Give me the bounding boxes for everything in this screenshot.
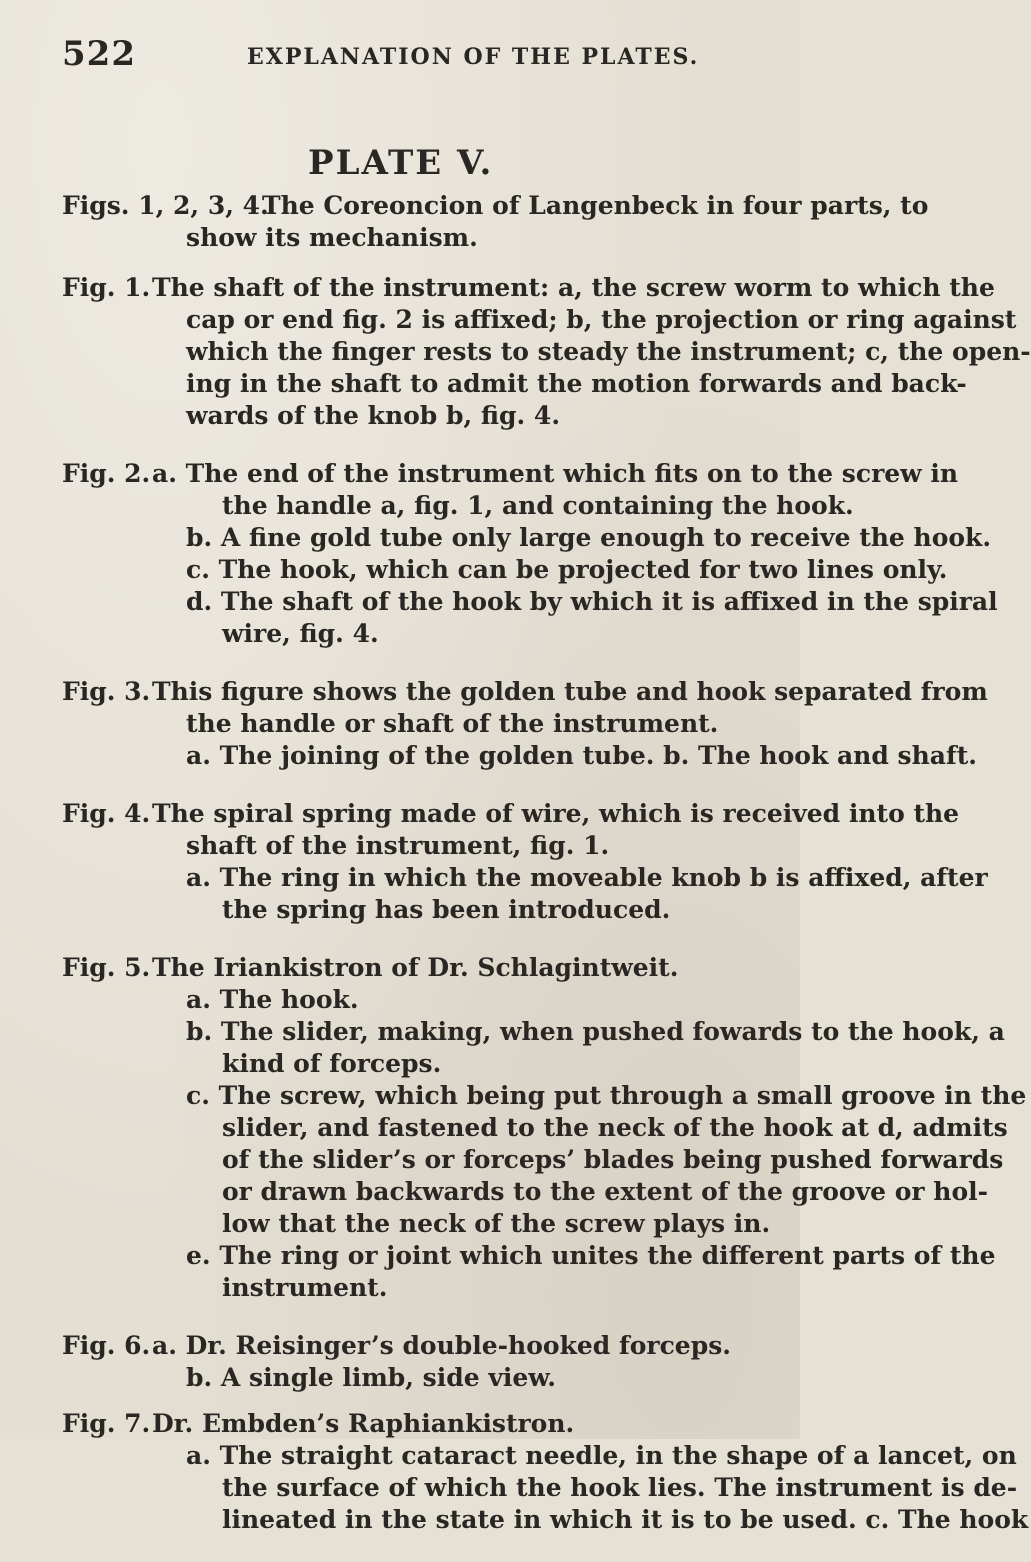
text-line: This figure shows the golden tube and hook separated from xyxy=(152,677,988,706)
text-line: the handle a, fig. 1, and containing the hook. xyxy=(222,491,854,520)
entry-fig-5 xyxy=(0,952,1027,1304)
text-line: a. Dr. Reisinger’s double-hooked forceps. xyxy=(152,1331,731,1360)
text-line: d. The shaft of the hook by which it is affixed in the spiral xyxy=(186,587,998,616)
text-line: a. The hook. xyxy=(186,985,359,1014)
plate-title: PLATE V. xyxy=(308,143,494,183)
text-line: b. A fine gold tube only large enough to receive the hook. xyxy=(186,523,992,552)
text-line: instrument. xyxy=(222,1273,388,1302)
text-line: The shaft of the instrument: a, the screw worm to which the xyxy=(152,273,995,302)
entry-fig-1 xyxy=(0,272,1031,432)
page-header xyxy=(62,34,762,74)
text-line: low that the neck of the screw plays in. xyxy=(222,1209,771,1238)
text-line: slider, and fastened to the neck of the hook at d, admits xyxy=(222,1113,1008,1142)
text-line: a. The end of the instrument which fits on to the screw in xyxy=(152,459,959,488)
fig-label: Fig. 1. xyxy=(62,273,151,302)
text-line: The Coreoncion of Langenbeck in four parts, to xyxy=(262,191,929,220)
text-line: wire, fig. 4. xyxy=(222,619,379,648)
text-line: c. The screw, which being put through a small groove in the xyxy=(186,1081,1027,1110)
fig-label: Fig. 5. xyxy=(62,953,151,982)
text-line: The spiral spring made of wire, which is received into the xyxy=(152,799,960,828)
text-line: or drawn backwards to the extent of the groove or hol- xyxy=(222,1177,989,1206)
text-line: a. The ring in which the moveable knob b is affixed, after xyxy=(186,863,988,892)
text-line: The Iriankistron of Dr. Schlagintweit. xyxy=(152,953,679,982)
text-line: c. The hook, which can be projected for two lines only. xyxy=(186,555,948,584)
entry-figs-1-4 xyxy=(0,190,929,254)
text-line: show its mechanism. xyxy=(186,223,478,252)
text-line: the surface of which the hook lies. The instrument is de- xyxy=(222,1473,1018,1502)
fig-label: Fig. 3. xyxy=(62,677,151,706)
text-line: a. The joining of the golden tube. b. The hook and shaft. xyxy=(186,741,977,770)
text-line: cap or end fig. 2 is affixed; b, the projection or ring against xyxy=(186,305,1017,334)
running-title: EXPLANATION OF THE PLATES. xyxy=(247,44,700,70)
fig-label: Fig. 4. xyxy=(62,799,151,828)
page-number: 522 xyxy=(62,34,136,74)
text-line: shaft of the instrument, fig. 1. xyxy=(186,831,610,860)
entry-fig-6 xyxy=(0,1330,800,1394)
entry-fig-2 xyxy=(0,458,998,650)
fig-label: Figs. 1, 2, 3, 4. xyxy=(62,191,269,220)
entry-fig-4 xyxy=(0,798,988,926)
text-line: b. The slider, making, when pushed fowards to the hook, a xyxy=(186,1017,1005,1046)
text-line: the spring has been introduced. xyxy=(222,895,671,924)
fig-label: Fig. 7. xyxy=(62,1409,151,1438)
text-line: Dr. Embden’s Raphiankistron. xyxy=(152,1409,575,1438)
text-line: b. A single limb, side view. xyxy=(186,1363,556,1392)
text-line: ing in the shaft to admit the motion forwards and back- xyxy=(186,369,967,398)
text-line: lineated in the state in which it is to be used. c. The hook xyxy=(222,1505,1029,1534)
text-line: e. The ring or joint which unites the different parts of the xyxy=(186,1241,996,1270)
entry-fig-3 xyxy=(0,676,988,772)
text-line: the handle or shaft of the instrument. xyxy=(186,709,719,738)
fig-label: Fig. 2. xyxy=(62,459,151,488)
entry-fig-7 xyxy=(0,1408,1029,1536)
plate-explanation xyxy=(0,190,1031,1562)
text-line: a. The straight cataract needle, in the shape of a lancet, on xyxy=(186,1441,1017,1470)
text-line: wards of the knob b, fig. 4. xyxy=(186,401,561,430)
text-line: kind of forceps. xyxy=(222,1049,442,1078)
text-line: which the finger rests to steady the instrument; c, the open- xyxy=(186,337,1031,366)
text-line: of the slider’s or forceps’ blades being pushed forwards xyxy=(222,1145,1004,1174)
fig-label: Fig. 6. xyxy=(62,1331,151,1360)
